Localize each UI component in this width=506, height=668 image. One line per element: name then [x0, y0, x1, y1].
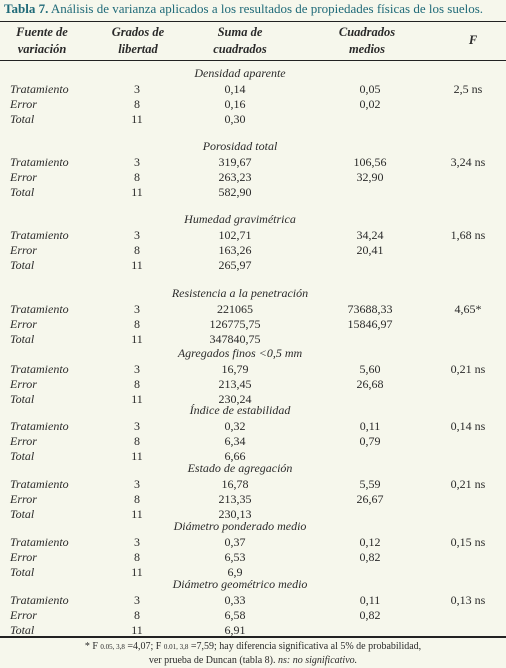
source-cell: Tratamiento — [10, 228, 69, 242]
df-cell: 11 — [131, 185, 143, 199]
source-cell: Total — [10, 185, 35, 199]
caption-label: Tabla 7. — [4, 1, 49, 16]
df-cell: 3 — [134, 302, 140, 316]
ss-cell: 6,91 — [224, 623, 246, 637]
table-row — [0, 477, 506, 492]
section-title: Índice de estabilidad — [189, 403, 291, 417]
table-row — [0, 535, 506, 550]
section-title: Porosidad total — [202, 139, 278, 153]
ms-cell: 34,24 — [356, 228, 384, 242]
df-cell: 11 — [131, 332, 143, 346]
header-ms: Cuadrados medios — [338, 25, 396, 56]
table-row — [0, 362, 506, 377]
table-row — [0, 258, 506, 273]
df-cell: 3 — [134, 535, 140, 549]
ss-cell: 582,90 — [218, 185, 252, 199]
ss-cell: 263,23 — [218, 170, 252, 184]
ss-cell: 163,26 — [218, 243, 252, 257]
source-cell: Error — [10, 317, 37, 331]
ss-cell: 0,37 — [224, 535, 246, 549]
table-row — [0, 97, 506, 112]
table-row — [0, 155, 506, 170]
header-ss: Suma de cuadrados — [213, 25, 267, 56]
ss-cell: 126775,75 — [209, 317, 261, 331]
table-row — [0, 82, 506, 97]
section-title: Humedad gravimétrica — [184, 212, 296, 226]
table-row — [0, 243, 506, 258]
table-row — [0, 228, 506, 243]
df-cell: 11 — [131, 565, 143, 579]
ms-cell: 26,68 — [356, 377, 384, 391]
f-cell: 0,21 ns — [450, 477, 486, 491]
df-cell: 8 — [134, 550, 140, 564]
ss-cell: 16,79 — [221, 362, 249, 376]
table-row — [0, 185, 506, 200]
df-cell: 3 — [134, 477, 140, 491]
section-title: Diámetro ponderado medio — [173, 519, 307, 533]
source-cell: Total — [10, 258, 35, 272]
df-cell: 11 — [131, 507, 143, 521]
header-f: F — [468, 33, 478, 47]
footnote-line-2: ver prueba de Duncan (tabla 8). ns: no significativo. — [148, 655, 358, 666]
f-cell: 0,21 ns — [450, 362, 486, 376]
ms-cell: 5,60 — [359, 362, 381, 376]
ss-cell: 6,34 — [224, 434, 246, 448]
table-row — [0, 492, 506, 507]
ms-cell: 15846,97 — [347, 317, 393, 331]
ss-cell: 230,13 — [218, 507, 252, 521]
ss-cell: 213,35 — [218, 492, 252, 506]
ms-cell: 26,67 — [356, 492, 384, 506]
caption-text: Análisis de varianza aplicados a los resultados de propiedades físicas de los suelos. — [50, 1, 484, 16]
ss-cell: 221065 — [217, 302, 253, 316]
footnote-line-1: * F 0.05, 3,8 =4,07; F 0.01, 3,8 =7,59; hay diferencia significativa al 5% de probabilidad, — [84, 641, 422, 652]
ss-cell: 0,14 — [224, 82, 246, 96]
df-cell: 8 — [134, 608, 140, 622]
source-cell: Total — [10, 392, 35, 406]
source-cell: Tratamiento — [10, 535, 69, 549]
ss-cell: 6,53 — [224, 550, 246, 564]
section-title: Resistencia a la penetración — [171, 286, 309, 300]
ss-cell: 265,97 — [218, 258, 252, 272]
f-cell: 4,65* — [454, 302, 482, 316]
source-cell: Tratamiento — [10, 477, 69, 491]
f-cell: 0,13 ns — [450, 593, 486, 607]
ms-cell: 0,02 — [359, 97, 381, 111]
table-row — [0, 302, 506, 317]
section-title: Densidad aparente — [194, 66, 286, 80]
df-cell: 8 — [134, 243, 140, 257]
df-cell: 11 — [131, 258, 143, 272]
f-cell: 0,14 ns — [450, 419, 486, 433]
table-row — [0, 593, 506, 608]
ms-cell: 0,82 — [359, 550, 381, 564]
df-cell: 11 — [131, 392, 143, 406]
ms-cell: 0,82 — [359, 608, 381, 622]
f-cell: 1,68 ns — [450, 228, 486, 242]
df-cell: 3 — [134, 593, 140, 607]
source-cell: Error — [10, 608, 37, 622]
source-cell: Total — [10, 507, 35, 521]
ss-cell: 6,9 — [227, 565, 243, 579]
source-cell: Error — [10, 550, 37, 564]
section-title: Estado de agregación — [187, 461, 293, 475]
section-title: Agregados finos <0,5 mm — [177, 346, 303, 360]
ms-cell: 0,05 — [359, 82, 381, 96]
ss-cell: 6,58 — [224, 608, 246, 622]
source-cell: Total — [10, 449, 35, 463]
ss-cell: 213,45 — [218, 377, 252, 391]
table-row — [0, 317, 506, 332]
header-source: Fuente de variación — [16, 25, 68, 56]
df-cell: 8 — [134, 377, 140, 391]
table-row — [0, 434, 506, 449]
df-cell: 11 — [131, 623, 143, 637]
f-cell: 2,5 ns — [453, 82, 483, 96]
source-cell: Error — [10, 492, 37, 506]
table-row — [0, 112, 506, 127]
table-caption — [4, 1, 504, 17]
source-cell: Error — [10, 434, 37, 448]
ss-cell: 6,66 — [224, 449, 246, 463]
source-cell: Total — [10, 112, 35, 126]
ss-cell: 0,16 — [224, 97, 246, 111]
df-cell: 8 — [134, 434, 140, 448]
df-cell: 8 — [134, 170, 140, 184]
ms-cell: 0,12 — [359, 535, 381, 549]
header-df: Grados de libertad — [111, 25, 165, 56]
df-cell: 11 — [131, 112, 143, 126]
ms-cell: 0,11 — [359, 593, 381, 607]
table-row — [0, 419, 506, 434]
source-cell: Total — [10, 565, 35, 579]
df-cell: 8 — [134, 492, 140, 506]
df-cell: 3 — [134, 228, 140, 242]
table-row — [0, 332, 506, 347]
df-cell: 11 — [131, 449, 143, 463]
df-cell: 3 — [134, 362, 140, 376]
source-cell: Error — [10, 377, 37, 391]
source-cell: Tratamiento — [10, 82, 69, 96]
df-cell: 8 — [134, 97, 140, 111]
source-cell: Tratamiento — [10, 593, 69, 607]
ss-cell: 102,71 — [218, 228, 252, 242]
ss-cell: 0,33 — [224, 593, 246, 607]
ss-cell: 319,67 — [218, 155, 252, 169]
ms-cell: 0,79 — [359, 434, 381, 448]
df-cell: 8 — [134, 317, 140, 331]
table-row — [0, 608, 506, 623]
ms-cell: 20,41 — [356, 243, 384, 257]
source-cell: Error — [10, 170, 37, 184]
ss-cell: 0,32 — [224, 419, 246, 433]
source-cell: Tratamiento — [10, 419, 69, 433]
source-cell: Error — [10, 243, 37, 257]
ms-cell: 32,90 — [356, 170, 384, 184]
source-cell: Tratamiento — [10, 362, 69, 376]
source-cell: Error — [10, 97, 37, 111]
section-title: Diámetro geométrico medio — [172, 577, 308, 591]
df-cell: 3 — [134, 419, 140, 433]
table-row — [0, 550, 506, 565]
table-row — [0, 377, 506, 392]
footnote — [0, 640, 506, 668]
df-cell: 3 — [134, 82, 140, 96]
ms-cell: 0,11 — [359, 419, 381, 433]
f-cell: 3,24 ns — [450, 155, 486, 169]
table-row — [0, 170, 506, 185]
top-rule — [0, 21, 506, 22]
ss-cell: 230,24 — [218, 392, 252, 406]
ms-cell: 73688,33 — [347, 302, 393, 316]
ms-cell: 5,59 — [359, 477, 381, 491]
f-cell: 0,15 ns — [450, 535, 486, 549]
ss-cell: 347840,75 — [209, 332, 261, 346]
source-cell: Total — [10, 623, 35, 637]
ms-cell: 106,56 — [353, 155, 387, 169]
header-rule — [0, 60, 506, 61]
ss-cell: 16,78 — [221, 477, 249, 491]
df-cell: 3 — [134, 155, 140, 169]
source-cell: Tratamiento — [10, 302, 69, 316]
source-cell: Tratamiento — [10, 155, 69, 169]
bottom-rule — [0, 636, 506, 638]
ss-cell: 0,30 — [224, 112, 246, 126]
source-cell: Total — [10, 332, 35, 346]
